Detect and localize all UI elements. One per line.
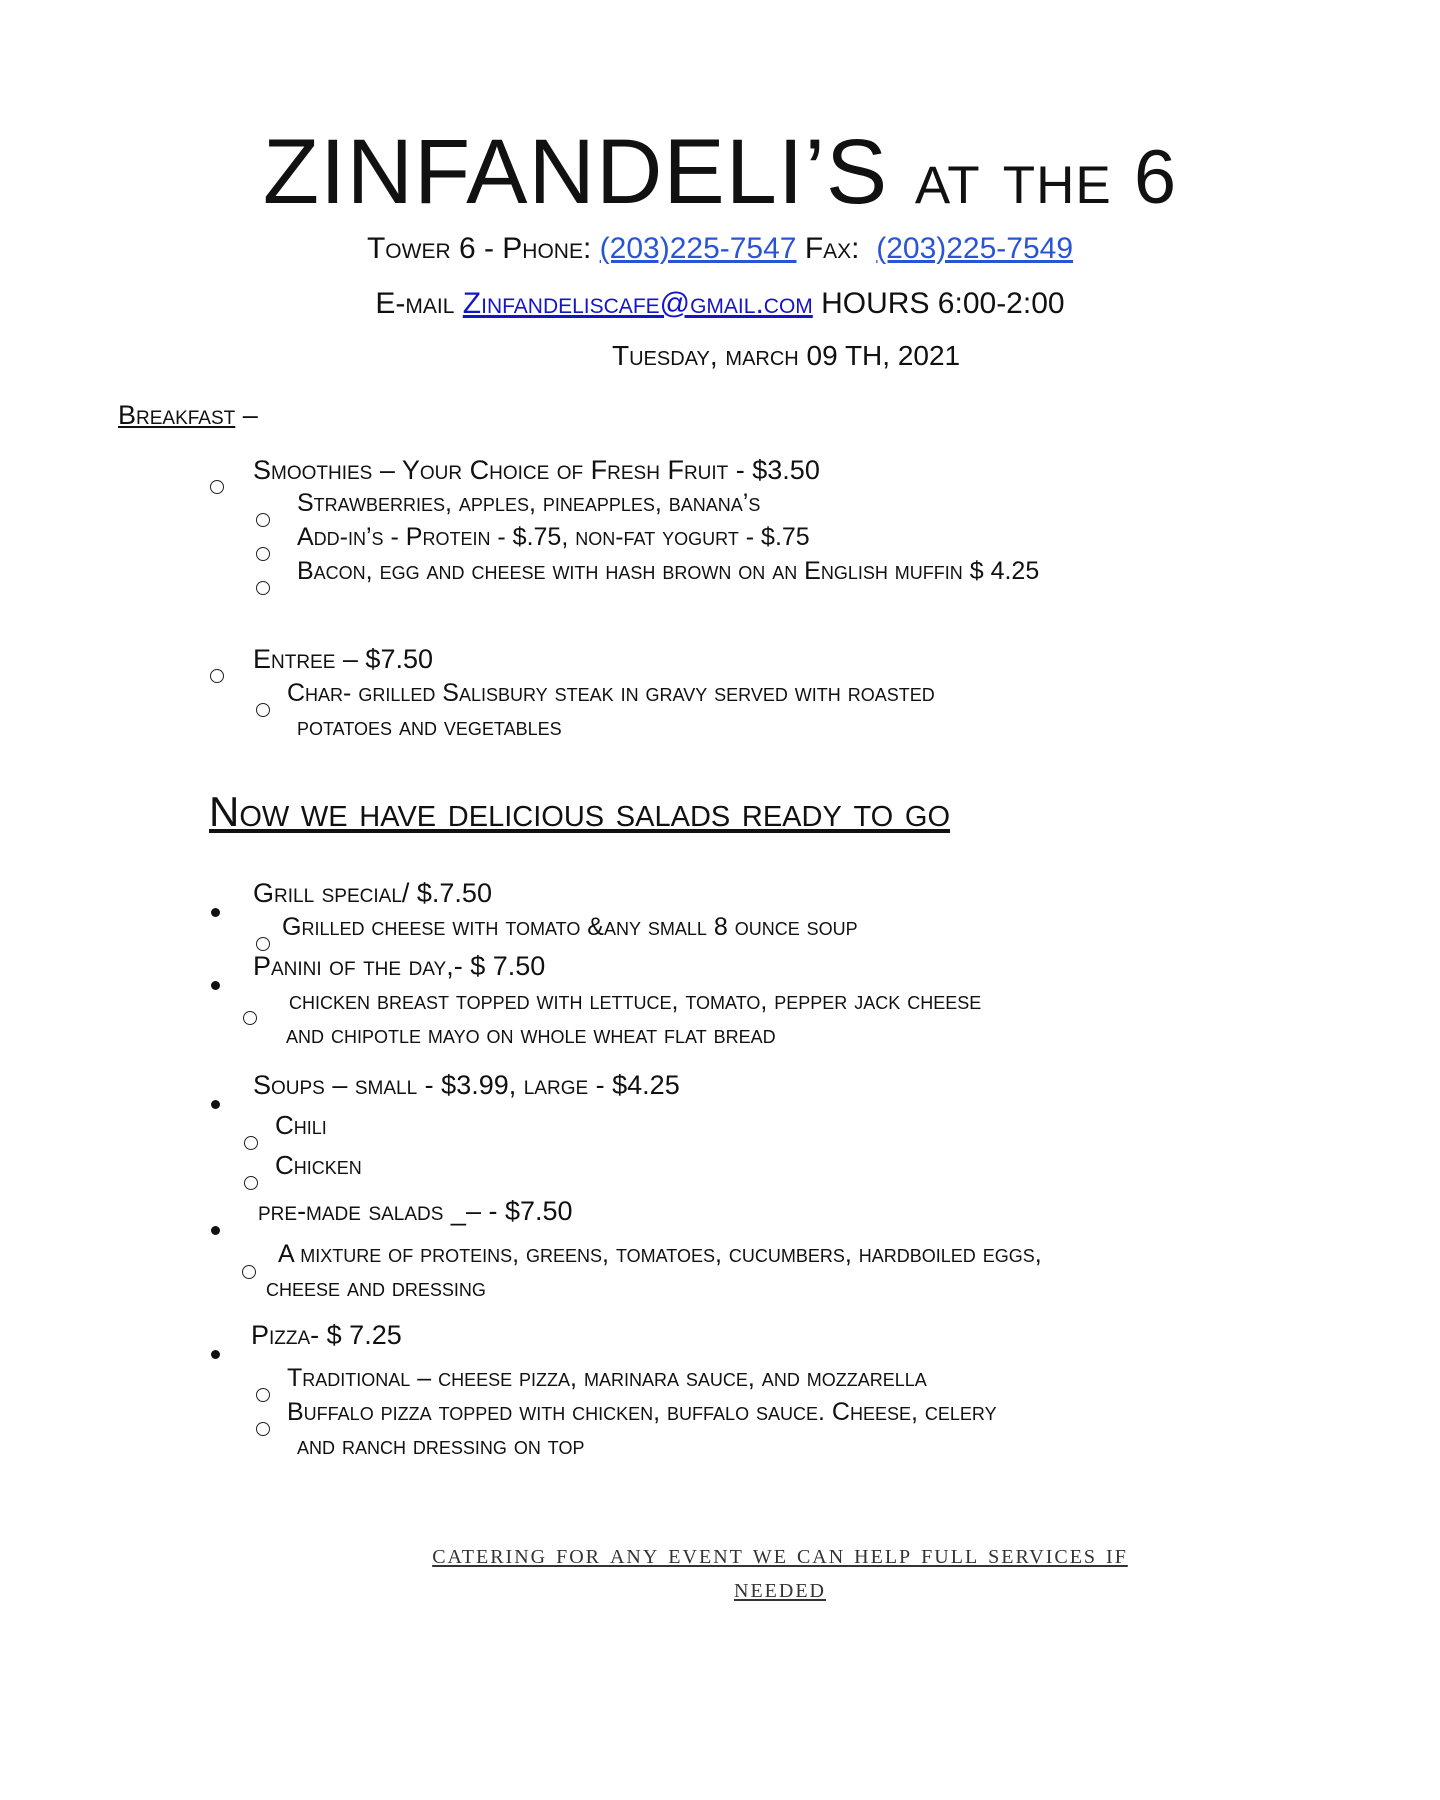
smoothie-fruits: Strawberries, apples, pineapples, banana’s (297, 489, 761, 517)
catering-note (200, 1538, 1360, 1606)
premade-desc-2: cheese and dressing (266, 1274, 486, 1302)
pizza-buffalo-1: Buffalo pizza topped with chicken, buffalo sauce. Cheese, celery (287, 1398, 997, 1426)
filled-bullet (211, 1335, 220, 1366)
hollow-bullet (256, 537, 270, 568)
hollow-bullet (256, 1412, 270, 1443)
email-line (0, 287, 1440, 321)
hollow-bullet (256, 571, 270, 602)
title-main: ZINFANDELI’S (262, 121, 889, 223)
salads-heading: Now we have delicious salads ready to go (209, 788, 951, 835)
contact-line (0, 232, 1440, 266)
tower-label: Tower 6 - Phone: (366, 232, 592, 265)
entree-desc-1: Char- grilled Salisbury steak in gravy served with roasted (287, 679, 935, 707)
breakfast-heading-text: Breakfast (118, 400, 236, 430)
soup-chili: Chili (275, 1110, 327, 1140)
soups-item: Soups – small - $3.99, large - $4.25 (253, 1070, 680, 1100)
hollow-bullet (210, 470, 224, 501)
panini-desc-1: chicken breast topped with lettuce, tomato, pepper jack cheese (289, 987, 982, 1015)
breakfast-sandwich: Bacon, egg and cheese with hash brown on an English muffin $ 4.25 (297, 557, 1040, 585)
entree-item: Entree – $7.50 (253, 644, 433, 674)
pizza-buffalo-2: and ranch dressing on top (297, 1432, 585, 1460)
hollow-bullet (210, 659, 224, 690)
premade-desc-1: A mixture of proteins, greens, tomatoes, cucumbers, hardboiled eggs, (278, 1240, 1042, 1268)
filled-bullet (211, 966, 220, 997)
hours-text: HOURS 6:00-2:00 (821, 287, 1065, 320)
hollow-bullet (256, 693, 270, 724)
pizza-item: Pizza- $ 7.25 (251, 1320, 402, 1350)
menu-date: Tuesday, march 09 TH, 2021 (612, 340, 961, 371)
hollow-bullet (256, 1378, 270, 1409)
fax-label: Fax: (804, 232, 860, 265)
breakfast-heading (118, 400, 258, 431)
panini-desc-2: and chipotle mayo on whole wheat flat bread (286, 1021, 776, 1049)
phone-link[interactable]: (203)225-7547 (599, 232, 797, 265)
hollow-bullet (256, 503, 270, 534)
filled-bullet (211, 893, 220, 924)
hollow-bullet (242, 1255, 256, 1286)
entree-desc-2: potatoes and vegetables (297, 713, 562, 741)
grill-special: Grill special/ $.7.50 (253, 878, 492, 908)
soup-chicken: Chicken (275, 1150, 362, 1180)
hollow-bullet (244, 1126, 258, 1157)
catering-line-2: needed (734, 1573, 826, 1604)
smoothies-item: Smoothies – Your Choice of Fresh Fruit - $3.50 (253, 455, 820, 485)
email-link[interactable]: Zinfandeliscafe@gmail.com (462, 287, 813, 320)
filled-bullet (211, 1211, 220, 1242)
grill-desc: Grilled cheese with tomato &any small 8 ounce soup (282, 913, 858, 941)
hollow-bullet (244, 1166, 258, 1197)
page-title (0, 120, 1440, 225)
pizza-traditional: Traditional – cheese pizza, marinara sauce, and mozzarella (287, 1364, 927, 1392)
catering-line-1: catering for any event we can help full services if (432, 1539, 1128, 1570)
breakfast-heading-dash: – (235, 400, 258, 430)
hollow-bullet (243, 1001, 257, 1032)
filled-bullet (211, 1085, 220, 1116)
email-label: E-mail (375, 287, 455, 320)
smoothie-addins: Add-in’s - Protein - $.75, non-fat yogurt - $.75 (297, 523, 810, 551)
fax-link[interactable]: (203)225-7549 (876, 232, 1074, 265)
premade-salads: pre-made salads _– - $7.50 (258, 1196, 573, 1226)
title-rest: at the 6 (914, 135, 1178, 220)
panini-item: Panini of the day,- $ 7.50 (253, 951, 546, 981)
